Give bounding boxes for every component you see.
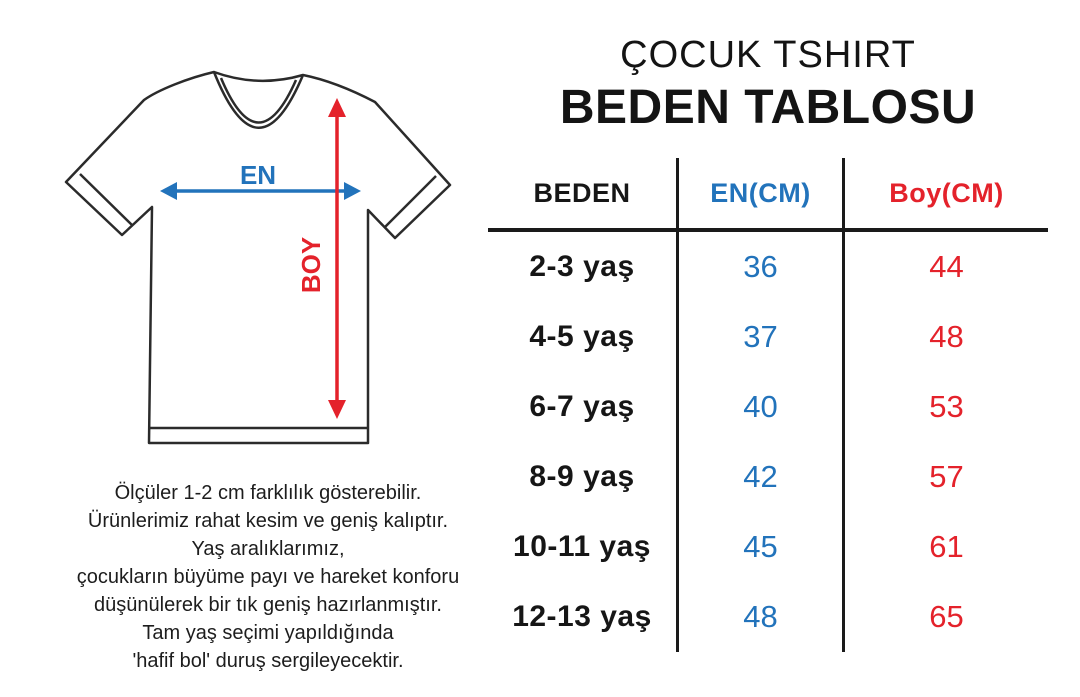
tshirt-outline bbox=[66, 72, 450, 443]
notes-paragraph bbox=[13, 479, 523, 675]
column-header-en: EN(CM) bbox=[676, 158, 845, 232]
table-cell-boy: 57 bbox=[929, 459, 964, 494]
page-title bbox=[488, 34, 1048, 135]
table-cell-en: 37 bbox=[676, 302, 845, 372]
note-line: 'hafif bol' duruş sergileyecektir. bbox=[132, 650, 404, 672]
column-header-boy: Boy(CM) bbox=[845, 158, 1048, 232]
note-line: Yaş aralıklarımız, bbox=[191, 538, 345, 560]
table-cell-beden: 8-9 yaş bbox=[529, 460, 635, 493]
table-cell-boy: 65 bbox=[929, 599, 964, 634]
collar-back-line bbox=[214, 72, 303, 81]
table-cell-boy: 48 bbox=[929, 319, 964, 354]
table-cell-boy: 53 bbox=[929, 389, 964, 424]
note-line: çocukların büyüme payı ve hareket konforu bbox=[76, 566, 460, 588]
table-cell-en: 42 bbox=[676, 442, 845, 512]
table-cell-en: 36 bbox=[676, 232, 845, 302]
table-cell-boy: 44 bbox=[929, 249, 964, 284]
table-cell-en: 48 bbox=[676, 582, 845, 652]
table-cell-beden: 10-11 yaş bbox=[513, 530, 651, 563]
note-line: Ürünlerimiz rahat kesim ve geniş kalıptır. bbox=[87, 510, 449, 532]
title-heading: BEDEN TABLOSU bbox=[559, 81, 977, 134]
tshirt-diagram bbox=[40, 50, 460, 450]
width-arrow-label: EN bbox=[239, 160, 277, 190]
table-cell-en: 40 bbox=[676, 372, 845, 442]
table-cell-beden: 6-7 yaş bbox=[529, 390, 635, 423]
height-arrow-label: BOY bbox=[296, 236, 326, 294]
tshirt-drawing bbox=[40, 50, 460, 450]
note-line: düşünülerek bir tık geniş hazırlanmıştır. bbox=[94, 594, 442, 616]
column-header-beden: BEDEN bbox=[488, 158, 676, 232]
table-cell-beden: 2-3 yaş bbox=[529, 250, 635, 283]
title-subheading: ÇOCUK TSHIRT bbox=[620, 34, 916, 76]
note-line: Tam yaş seçimi yapıldığında bbox=[142, 622, 394, 644]
table-cell-beden: 4-5 yaş bbox=[529, 320, 635, 353]
table-cell-en: 45 bbox=[676, 512, 845, 582]
size-table bbox=[488, 158, 1048, 652]
table-cell-beden: 12-13 yaş bbox=[512, 600, 652, 633]
table-cell-boy: 61 bbox=[929, 529, 964, 564]
note-line: Ölçüler 1-2 cm farklılık gösterebilir. bbox=[114, 482, 422, 504]
